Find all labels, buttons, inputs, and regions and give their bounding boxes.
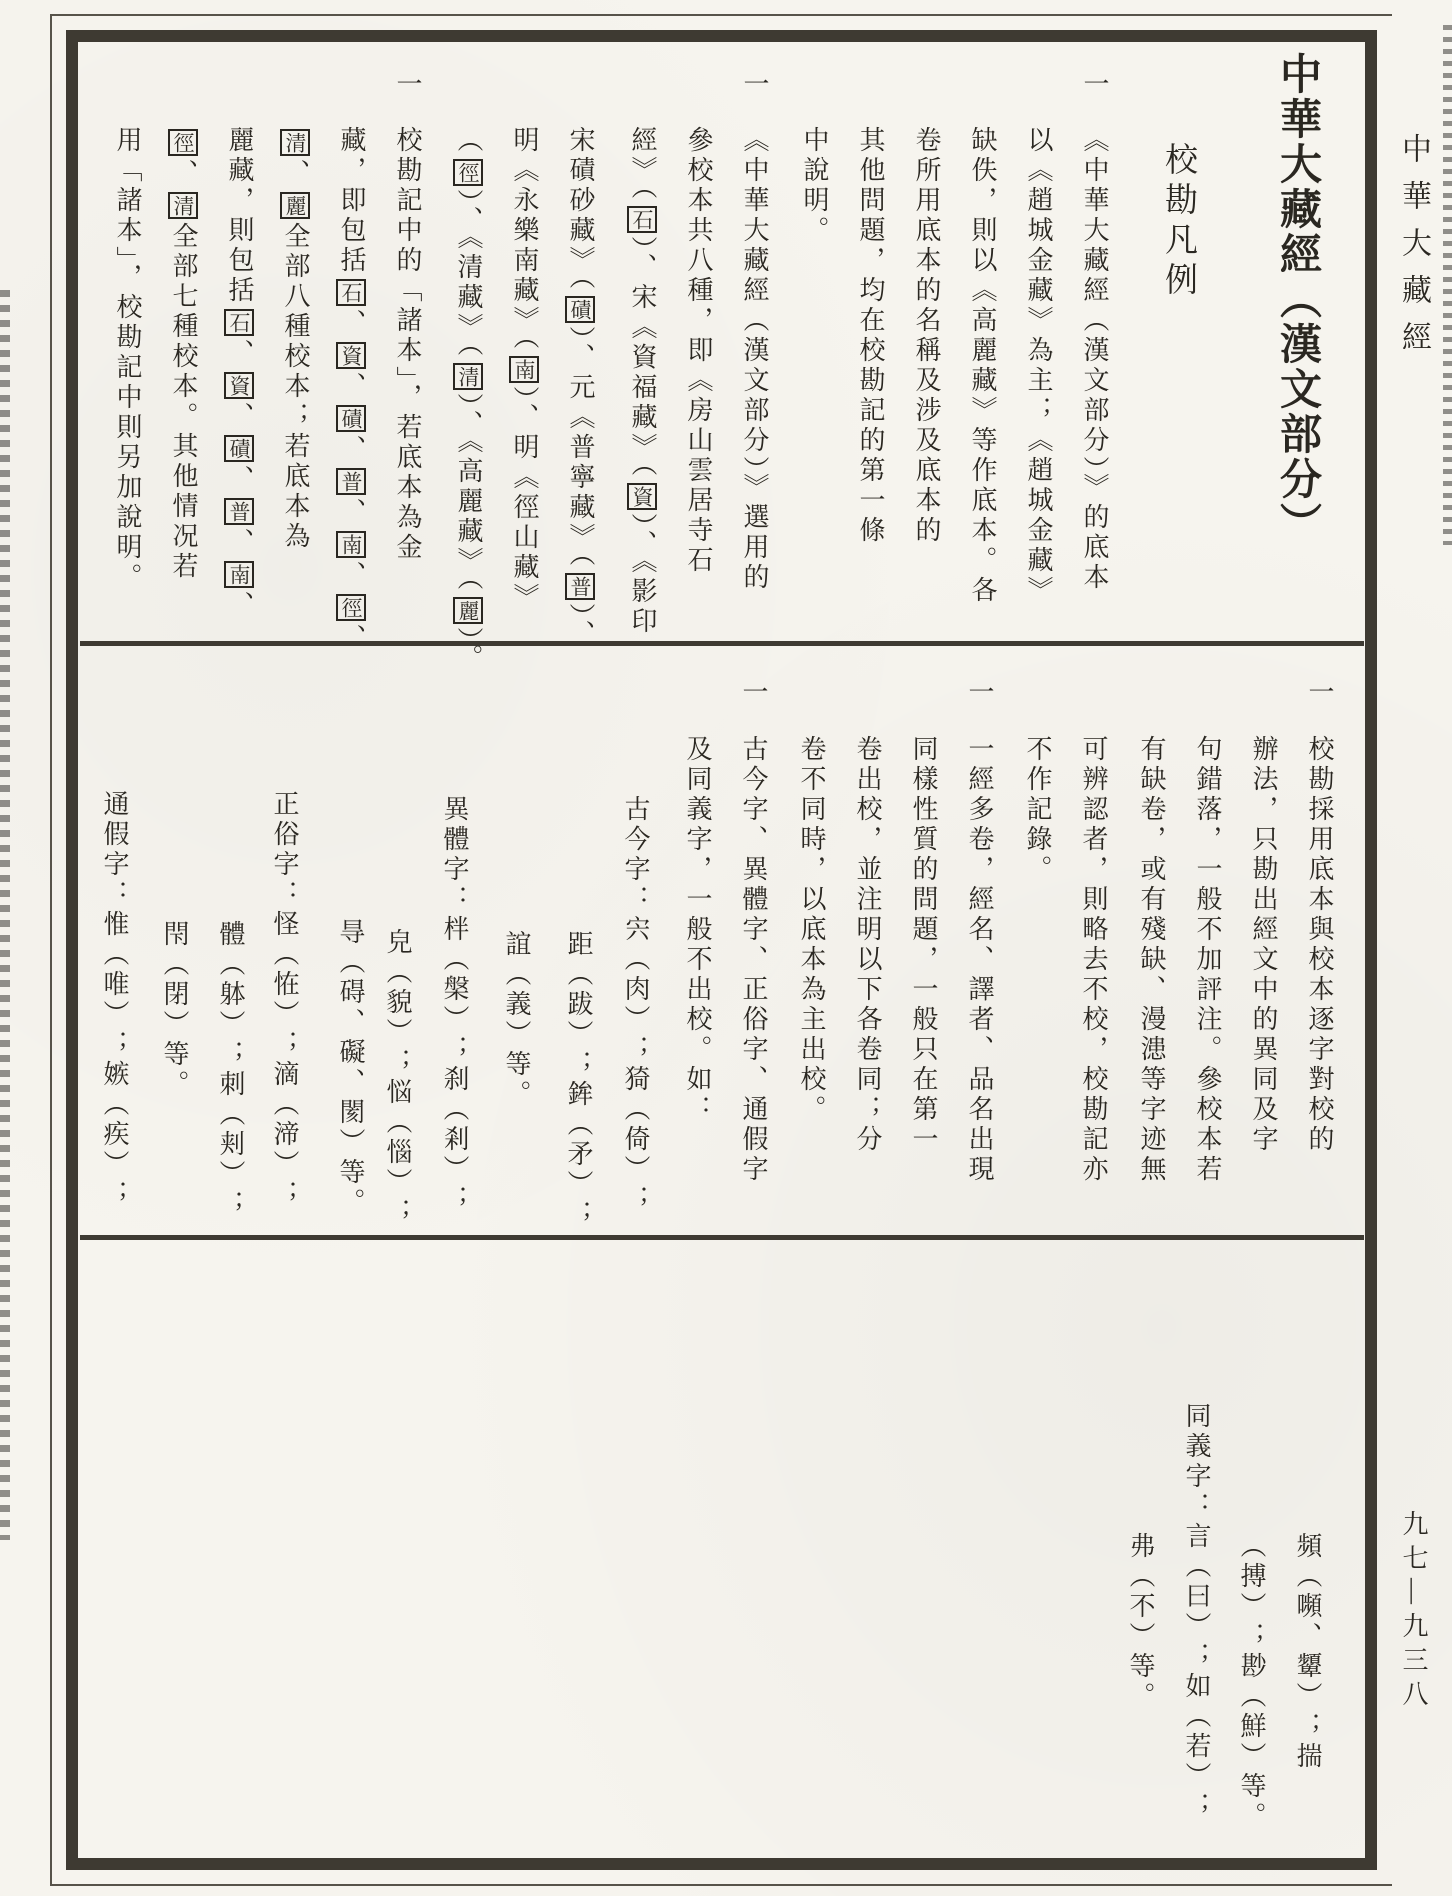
siglum-box: 清 [280,129,310,156]
siglum-box: 南 [224,561,254,588]
item-marker: 一 [965,678,994,708]
text-column: 麗藏，則包括石、資、磧、普、南、 [225,126,254,621]
text-column: 誼（義）等。 [502,930,531,1110]
text-column: 弗（不）等。 [1126,1532,1155,1712]
text-column: 清、麗全部八種校本；若底本為 [282,126,308,552]
siglum-box: 普 [224,498,254,525]
item-marker: 一 [1305,678,1334,708]
siglum-box: 石 [627,206,657,233]
siglum-box: 普 [565,573,595,600]
text-column: 及同義字，一般不出校。如： [683,735,712,1125]
item-marker: 一 [739,678,768,708]
text-column: 有缺卷，或有殘缺、漫漶等字迹無 [1137,735,1166,1185]
siglum-box: 資 [627,483,657,510]
siglum-box: 徑 [336,594,366,621]
item-marker: 一 [393,70,422,100]
text-column: 藏，即包括石、資、磧、普、南、徑、 [337,126,366,654]
text-column: 通假字：惟（唯）；嫉（疾）； [100,790,129,1210]
scan-edge-noise-left [0,290,10,1540]
siglum-box: 清 [168,192,198,219]
text-column: 閇（閉）等。 [160,920,189,1100]
section-heading: 校勘凡例 [1160,142,1196,302]
siglum-box: 南 [509,356,539,383]
siglum-box: 石 [336,279,366,306]
text-column: 皃（貌）；悩（惱）； [383,928,412,1228]
text-column: 校勘採用底本與校本逐字對校的 [1305,735,1334,1155]
text-column: 正俗字：怪（恠）；滴（渧）； [270,790,299,1210]
text-column: 不作記錄。 [1023,735,1052,885]
item-marker: 一 [740,70,769,100]
text-column: 異體字：柈（槃）；刹（剎）； [440,795,469,1215]
text-column: 宋磧砂藏》（磧）、元《普寧藏》（普）、 [566,126,595,650]
text-column: 徑、清全部七種校本。其他情况若 [170,126,196,582]
scan-edge-noise-right [1443,25,1452,545]
siglum-box: 磧 [336,405,366,432]
siglum-box: 麗 [453,597,483,624]
siglum-box: 清 [453,363,483,390]
text-column: 中說明。 [800,126,829,246]
text-column: 同樣性質的問題，一般只在第一 [909,735,938,1155]
text-column: 古今字、異體字、正俗字、通假字 [739,735,768,1185]
text-column: 其他問題，均在校勘記的第一條 [856,126,885,546]
siglum-box: 麗 [280,192,310,219]
text-column: （徑）、《清藏》（清）、《高麗藏》（麗）。 [454,126,483,674]
text-column: 經》（石）、宋《資福藏》（資）、《影印 [628,126,657,637]
siglum-box: 普 [336,468,366,495]
text-column: 卷不同時，以底本為主出校。 [797,735,826,1125]
siglum-box: 磧 [224,435,254,462]
page-number: 九七—九三八 [1399,1510,1428,1714]
text-column: 一經多卷，經名、譯者、品名出現 [965,735,994,1185]
item-marker: 一 [1080,70,1109,100]
text-column: 體（躰）；刺（刾）； [216,920,245,1220]
siglum-box: 資 [224,372,254,399]
siglum-box: 徑 [168,129,198,156]
text-column: 卷所用底本的名稱及涉及底本的 [912,126,941,546]
text-column: 以《趙城金藏》為主；《趙城金藏》 [1024,126,1053,606]
register-divider-top [80,641,1364,646]
running-header: 中華大藏經 [1397,133,1430,368]
text-column: 辦法，只勘出經文中的異同及字 [1249,735,1278,1155]
text-column: 㝵（碍、礙、閡）等。 [336,918,365,1218]
text-column: 同義字：言（曰）；如（若）； [1182,1402,1211,1822]
text-column: 《中華大藏經（漢文部分）》的底本 [1080,126,1109,593]
text-column: 句錯落，一般不加評注。參校本若 [1193,735,1222,1185]
text-column: 校勘記中的「諸本」，若底本為金 [393,126,422,563]
register-divider-bottom [80,1235,1364,1240]
text-column: 參校本共八種，即《房山雲居寺石 [684,126,713,576]
siglum-box: 徑 [453,159,483,186]
siglum-box: 石 [224,309,254,336]
text-column: 用「諸本」，校勘記中則另加說明。 [113,126,142,593]
text-column: （搏）；尠（鮮）等。 [1237,1532,1266,1832]
text-column: 古今字：宍（肉）；猗（倚）； [621,795,650,1215]
text-column: 明《永樂南藏》（南）、明《徑山藏》 [510,126,539,613]
text-column: 頻（嚬、顰）；揣 [1293,1532,1322,1772]
text-column: 距（跋）；鉾（矛）； [564,930,593,1230]
siglum-box: 磧 [565,296,595,323]
siglum-box: 資 [336,342,366,369]
text-column: 卷出校，並注明以下各卷同；分 [853,735,882,1155]
text-column: 缺佚，則以《高麗藏》等作底本。各 [968,126,997,606]
inner-frame-border [66,30,1377,1870]
text-column: 《中華大藏經（漢文部分）》選用的 [740,126,769,593]
text-column: 可辨認者，則略去不校，校勘記亦 [1079,735,1108,1185]
document-title: 中華大藏經（漢文部分） [1274,52,1320,547]
siglum-box: 南 [336,531,366,558]
